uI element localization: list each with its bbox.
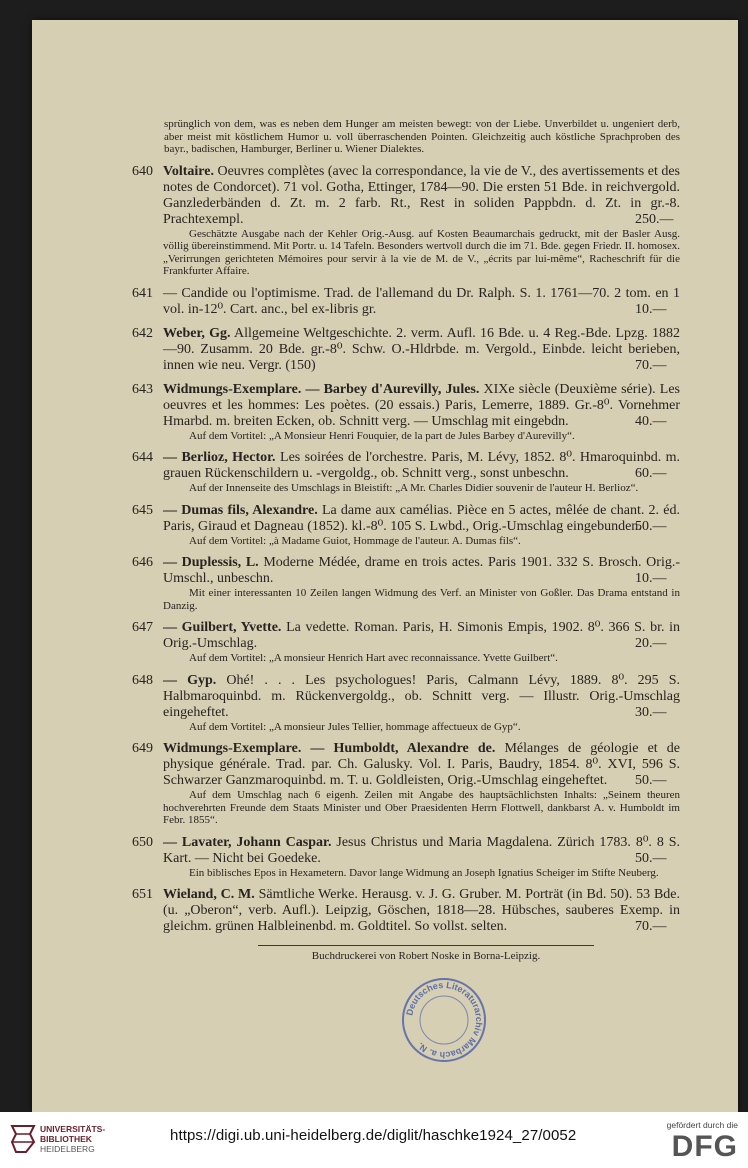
library-name[interactable] (40, 1124, 105, 1154)
entry-description: Les soirées de l'orchestre. Paris, M. Lévy, 1852. 8⁰. Hmaroquinbd. m. grauen Rückenschildern u. -vergoldg., ob. Schnitt verg., sonst unbeschn. (163, 450, 681, 481)
catalog-entry (132, 164, 680, 278)
catalog-entry (132, 450, 680, 495)
entry-description: Allgemeine Weltgeschichte. 2. verm. Aufl. 16 Bde. u. 4 Reg.-Bde. Lpzg. 1882—90. Zusamm. 20 Bde. gr.-8⁰. Schw. O.-Hldrbde. m. Vergold., Einbde. leicht berieben, innen wie neu. Vergr. (150) (163, 325, 680, 373)
entry-heading: — Guilbert, Yvette. (163, 620, 282, 635)
catalog-entry (132, 286, 680, 318)
library-name-line-3: HEIDELBERG (40, 1144, 95, 1154)
entry-note: Geschätzte Ausgabe nach der Kehler Orig.-Ausg. auf Kosten Beaumarchais gedruckt, mit der Basler Ausg. völlig übereinstimmend. Mit Portr. u. 14 Tafeln. Besonders wertvoll durch die im 71. Bde. gegen Friedr. II. homosex. „Verirrungen gerichteten Mémoires pour servir à la vie de M. de V., „écrits par lui-même“, Racheschrift für die Frankfurter Affaire. (163, 227, 680, 277)
entry-description: Oeuvres complètes (avec la correspondance, la vie de V., des avertissements et des notes de Condorcet). 71 vol. Gotha, Ettinger, 1784—90. Die ersten 51 Bde. in reichvergold. Ganzlederbänden d. Zt. m. 2 farb. Rt., Rest in soliden Pappbdn. d. Zt. in gr.-8. Prachtexempl. (163, 163, 681, 227)
entry-main-text (132, 620, 680, 652)
entry-heading: Widmungs-Exemplare. — Barbey d'Aurevilly, Jules. (163, 381, 480, 397)
scanned-page (32, 20, 738, 1112)
entry-heading: Widmungs-Exemplare. — Humboldt, Alexandre de. (163, 741, 496, 756)
entry-price: 30.— (635, 704, 667, 720)
entry-heading: Wieland, C. M. (163, 887, 255, 902)
library-name-line-1: UNIVERSITÄTS- (40, 1124, 106, 1134)
stamp-text: Deutsches Literaturarchiv Marbach a. N. (404, 979, 485, 1061)
catalog-entry (132, 835, 680, 880)
entry-note: Auf dem Umschlag nach 6 eigenh. Zeilen mit Angabe des hauptsächlichsten Inhalts: „Seinem theuren hochverehrten Freunde dem Staats Minister und Ober Praesidenten Herrn Flottwell, dankbarst A. v. Humboldt im Febr. 1855“. (163, 789, 680, 826)
entry-number: 648 (132, 672, 153, 688)
library-stamp (400, 976, 488, 1064)
entry-main-text (132, 326, 680, 374)
entry-price: 50.— (635, 850, 667, 866)
entry-note: Auf der Innenseite des Umschlags in Bleistift: „A Mr. Charles Didier souvenir de l'auteur H. Berlioz“. (189, 482, 639, 494)
catalog-entry (132, 555, 680, 612)
catalog-entry (132, 620, 680, 665)
entry-heading: — Gyp. (163, 672, 217, 688)
entry-description: La dame aux camélias. Pièce en 5 actes, mêlée de chant. 2. éd. Paris, Giraud et Dagneau (1852). kl.-8⁰. 105 S. Lwbd., Orig.-Umschlag eingebunden. (163, 502, 680, 534)
entry-number: 651 (132, 887, 153, 902)
entry-price: 40.— (635, 413, 667, 429)
funded-by-label: gefördert durch die (666, 1120, 738, 1130)
entry-description: XIXe siècle (Deuxième série). Les oeuvres et les hommes: Les poètes. (20 essais.) Paris, Lemerre, 1889. Gr.-8⁰. Vornehmer Hmarbd. m. breiten Ecken, ob. Schnitt verg. — Umschlag mit eingebdn. (163, 381, 681, 429)
entry-main-text (132, 286, 680, 318)
catalog-content (132, 118, 680, 962)
entry-description: — Candide ou l'optimisme. Trad. de l'allemand du Dr. Ralph. S. 1. 1761—70. 2 tom. en 1 vol. in-12⁰. Cart. anc., bel ex-libris gr. (163, 285, 680, 317)
entry-description: Moderne Médée, drame en trois actes. Paris 1901. 332 S. Brosch. Orig.-Umschl., unbeschn. (163, 555, 680, 586)
entry-note: Auf dem Vortitel: „A Monsieur Henri Fouquier, de la part de Jules Barbey d'Aurevilly“. (189, 429, 575, 442)
entry-description: Mélanges de géologie et de physique générale. Trad. par. Ch. Galusky. Vol. I. Paris, Baudry, 1854. 8⁰. XVI, 596 S. Schwarzer Ganzmaroquinbd. m. T. u. Goldleisten, Orig.-Umschlag eingeheftet. (163, 741, 680, 788)
catalog-entry (132, 326, 680, 374)
entry-main-text (132, 555, 680, 587)
entry-number: 642 (132, 325, 153, 341)
catalog-entry (132, 382, 680, 443)
permalink-url[interactable]: https://digi.ub.uni-heidelberg.de/diglit/haschke1924_27/0052 (170, 1127, 577, 1144)
entry-main-text (132, 382, 680, 430)
entry-main-text (132, 503, 680, 535)
entry-main-text (132, 835, 680, 867)
entry-number: 647 (132, 620, 153, 635)
entry-price: 10.— (635, 301, 667, 317)
entry-number: 641 (132, 285, 153, 301)
catalog-entry (132, 887, 680, 935)
entry-note: Mit einer interessanten 10 Zeilen langen Widmung des Verf. an Minister von Goßler. Das Drama entstand in Danzig. (163, 587, 680, 612)
entry-price: 60.— (635, 466, 667, 481)
entry-heading: Weber, Gg. (163, 325, 231, 341)
library-name-line-2: BIBLIOTHEK (40, 1134, 92, 1144)
entry-number: 645 (132, 502, 153, 518)
university-library-logo-icon (10, 1122, 36, 1156)
svg-text:Deutsches Literaturarchiv Marb (404, 980, 484, 1060)
entry-note: Auf dem Vortitel: „A monsieur Jules Tellier, hommage affectueux de Gyp“. (189, 720, 521, 733)
entry-number: 650 (132, 834, 153, 850)
entry-number: 640 (132, 163, 153, 179)
intro-paragraph: sprünglich von dem, was es neben dem Hunger am meisten bewegt: von der Liebe. Unverbildet u. ungeniert derb, aber meist mit köstlichem Humor u. voll überraschenden Pointen. Gleichzeitig auch köstliche Sprachproben des bayr., badischen, Hamburger, Berliner u. Wiener Dialektes. (164, 118, 680, 155)
entry-note: Ein biblisches Epos in Hexametern. Davor lange Widmung an Joseph Ignatius Scheiger im Stifte Neuberg. (189, 866, 659, 879)
entry-main-text (132, 450, 680, 482)
entry-heading: — Berlioz, Hector. (163, 450, 276, 465)
entry-price: 70.— (635, 357, 667, 373)
entry-description: La vedette. Roman. Paris, H. Simonis Empis, 1902. 8⁰. 366 S. br. in Orig.-Umschlag. (163, 620, 681, 651)
entry-number: 643 (132, 381, 153, 397)
divider-rule (258, 945, 594, 946)
entry-heading: — Lavater, Johann Caspar. (163, 834, 332, 850)
entry-number: 649 (132, 741, 153, 756)
entry-price: 70.— (635, 919, 667, 934)
entry-main-text (132, 741, 680, 789)
entry-main-text (132, 673, 680, 721)
entry-description: Jesus Christus und Maria Magdalena. Zürich 1783. 8⁰. 8 S. Kart. — Nicht bei Goedeke. (163, 834, 681, 866)
entry-price: 10.— (635, 571, 667, 586)
catalog-entry (132, 503, 680, 548)
entry-number: 646 (132, 555, 153, 570)
entry-description: Ohé! . . . Les psychologues! Paris, Calmann Lévy, 1889. 8⁰. 295 S. Halbmaroquinbd. m. Rückenvergoldg., ob. Schnitt verg. — Illustr. Orig.-Umschlag eingeheftet. (163, 672, 680, 720)
entry-description: Sämtliche Werke. Herausg. v. J. G. Gruber. M. Porträt (in Bd. 50). 53 Bde. (u. „Oberon“, verb. Aufl.). Leipzig, Göschen, 1818—28. Hübsches, sauberes Exemp. in gleichm. grünen Halbleinenbd. m. Goldtitel. So vollst. selten. (163, 887, 681, 934)
entry-number: 644 (132, 450, 153, 465)
entry-price: 50.— (635, 773, 667, 788)
catalog-entries (132, 164, 680, 936)
entry-price: 20.— (635, 636, 667, 651)
entry-heading: — Duplessis, L. (163, 555, 259, 570)
entry-note: Auf dem Vortitel: „A monsieur Henrich Hart avec reconnaissance. Yvette Guilbert“. (189, 652, 558, 664)
printer-imprint: Buchdruckerei von Robert Noske in Borna-Leipzig. (311, 950, 541, 962)
dfg-logo[interactable]: DFG (671, 1130, 738, 1163)
entry-note: Auf dem Vortitel: „à Madame Guiot, Hommage de l'auteur. A. Dumas fils“. (189, 534, 521, 547)
entry-heading: Voltaire. (163, 163, 214, 179)
catalog-entry (132, 741, 680, 827)
entry-price: 50.— (635, 518, 667, 534)
catalog-entry (132, 673, 680, 734)
entry-main-text (132, 887, 680, 935)
entry-main-text (132, 164, 680, 228)
entry-price: 250.— (635, 211, 674, 227)
viewer-footer (0, 1112, 748, 1168)
entry-heading: — Dumas fils, Alexandre. (163, 502, 318, 518)
